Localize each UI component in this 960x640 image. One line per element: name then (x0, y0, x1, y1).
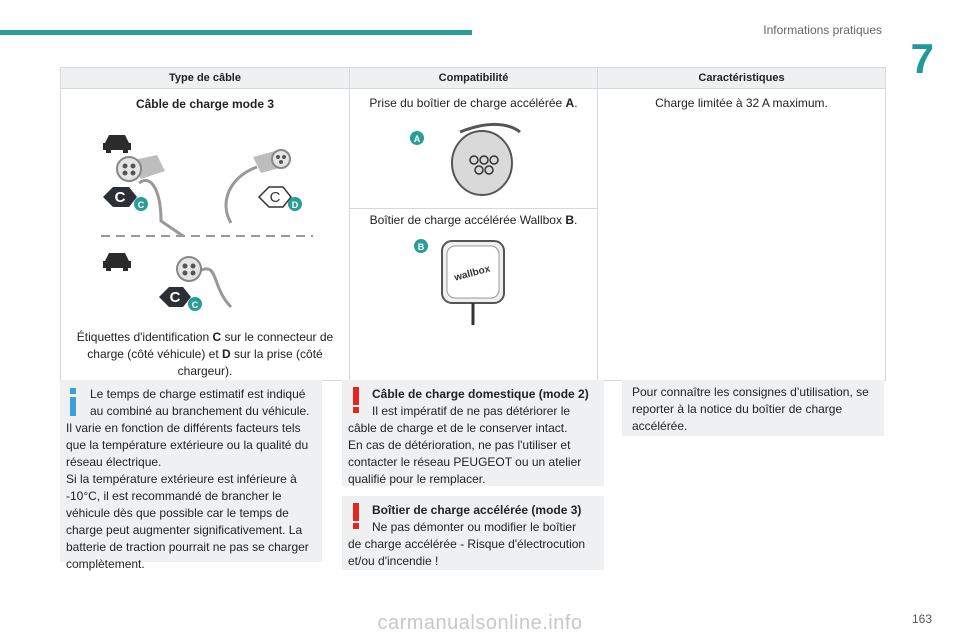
header-bar (0, 30, 472, 35)
label-c-tag (103, 187, 148, 211)
compat-cell-b (350, 209, 598, 381)
svg-text:D: D (291, 200, 299, 210)
watermark: carmanualsonline.info (377, 612, 583, 634)
compat-a-text: Prise du boîtier de charge accélérée A. (369, 96, 578, 110)
cable-cell (61, 89, 350, 381)
label-c-tag (159, 287, 202, 311)
table-row (61, 89, 886, 209)
column-header: Compatibilité (350, 68, 598, 89)
column-header: Type de câble (61, 68, 350, 89)
svg-text:B: B (417, 242, 425, 253)
info-text: au combiné au branchement du véhicule. (90, 404, 310, 418)
warning-title: Câble de charge domestique (mode 2) (372, 387, 589, 401)
warning-text: de charge accélérée - Risque d'électrocution et/ou d'incendie ! (348, 537, 586, 568)
svg-text:C: C (191, 300, 199, 310)
warning-text: Ne pas démonter ou modifier le boîtier (372, 520, 577, 534)
svg-text:C: C (137, 200, 145, 210)
info-text: Le temps de charge estimatif est indiqué (90, 387, 306, 401)
svg-text:C: C (169, 289, 181, 306)
warning-box-mode3 (342, 496, 604, 570)
compat-cell-a (350, 89, 598, 209)
cable-caption: Étiquettes d'identification C sur le connecteur de charge (côté véhicule) et D sur la prise (côté chargeur). (76, 330, 334, 378)
cable-title: Câble de charge mode 3 (135, 97, 275, 111)
note-box (622, 380, 884, 436)
warning-icon (352, 387, 360, 413)
svg-text:A: A (413, 134, 421, 144)
characteristics-cell (598, 89, 886, 381)
wallbox-b-illustration (350, 227, 597, 327)
warning-text: Il est impératif de ne pas détériorer le (372, 404, 571, 418)
warning-text: En cas de détérioration, ne pas l'utiliser et contacter le réseau PEUGEOT ou un atelier qualifié pour le remplacer. (348, 438, 582, 486)
warning-title: Boîtier de charge accélérée (mode 3) (372, 503, 582, 517)
column-header: Caractéristiques (598, 68, 886, 89)
svg-text:C: C (114, 189, 126, 206)
cable-table (60, 67, 886, 381)
car-icon (103, 135, 131, 153)
section-title: Informations pratiques (763, 23, 882, 37)
car-icon (103, 253, 131, 271)
info-icon (70, 388, 76, 416)
note-text: Pour connaître les consignes d’utilisation, se reporter à la notice du boîtier de charge accélérée. (632, 385, 869, 433)
warning-icon (352, 503, 360, 529)
table-header-row (61, 68, 886, 89)
svg-text:C: C (269, 189, 281, 206)
cable-illustration (61, 111, 349, 311)
compat-b-text: Boîtier de charge accélérée Wallbox B. (369, 213, 578, 228)
info-box (60, 380, 322, 571)
chapter-number: 7 (910, 35, 934, 82)
svg-text:wallbox: wallbox (453, 263, 492, 284)
label-c-outline-tag (259, 187, 302, 211)
warning-text: câble de charge et de le conserver intact. (348, 421, 568, 435)
socket-a-illustration (350, 110, 597, 198)
info-text: Si la température extérieure est inférieure à -10°C, il est recommandé de brancher le véhicule dès que possible car le temps de charge peut augmenter significativement. La batterie de traction pourrait ne pas se charger complètement. (66, 472, 309, 571)
page-number: 163 (911, 612, 932, 626)
warning-box-mode2 (342, 380, 604, 486)
info-text: Il varie en fonction de différents facteurs tels que la température extérieure ou la qualité du réseau électrique. (66, 421, 309, 469)
characteristic-text: Charge limitée à 32 A maximum. (655, 96, 828, 110)
